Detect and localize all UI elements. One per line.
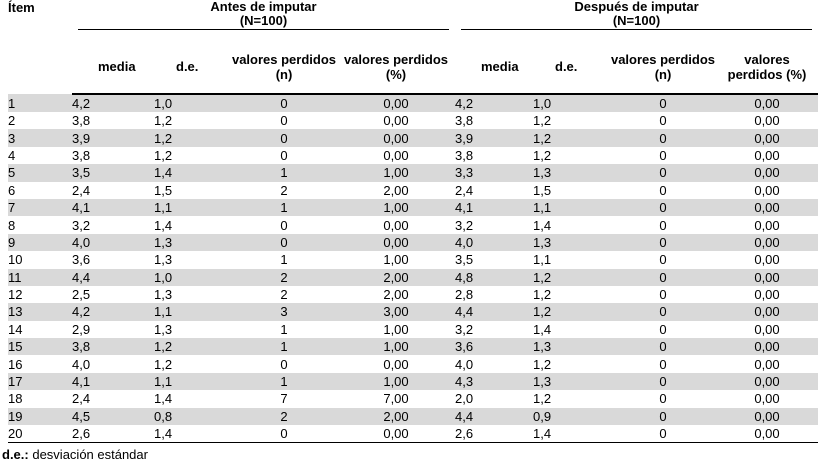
item-number-cell: 17	[8, 373, 72, 390]
sd-before-cell: 1,4	[154, 390, 231, 407]
mean-before-cell: 4,0	[72, 234, 154, 251]
mean-before-cell: 4,2	[72, 303, 154, 320]
missing-n-after-cell: 0	[610, 355, 716, 372]
mean-before-cell: 3,8	[72, 147, 154, 164]
missing-pct-before-cell: 1,00	[337, 373, 455, 390]
sd-before-cell: 1,0	[154, 94, 231, 112]
footnote-text: desviación estándar	[28, 447, 148, 462]
missing-n-after-cell: 0	[610, 303, 716, 320]
sd-before-cell: 1,1	[154, 199, 231, 216]
table-row	[8, 269, 818, 286]
missing-pct-before-cell: 1,00	[337, 321, 455, 338]
missing-n-after-cell: 0	[610, 408, 716, 425]
table-row	[8, 355, 818, 372]
mean-after-cell: 3,8	[455, 147, 533, 164]
mean-after-cell: 4,2	[455, 94, 533, 112]
mean-after-cell: 4,0	[455, 355, 533, 372]
missing-n-after-cell: 0	[610, 321, 716, 338]
sd-before-cell: 1,5	[154, 182, 231, 199]
sd-before-cell: 1,2	[154, 129, 231, 146]
missing-n-after-cell: 0	[610, 216, 716, 233]
mean-before-cell: 3,5	[72, 164, 154, 181]
missing-pct-before-cell: 0,00	[337, 112, 455, 129]
missing-n-before-cell: 1	[231, 373, 337, 390]
mean-after-cell: 3,8	[455, 112, 533, 129]
table-row	[8, 129, 818, 146]
after-imputation-header	[455, 0, 818, 40]
missing-n-after-cell: 0	[610, 164, 716, 181]
missing-pct-after-cell: 0,00	[716, 390, 818, 407]
mean-before-cell: 3,8	[72, 338, 154, 355]
item-number-cell: 8	[8, 216, 72, 233]
item-number-cell: 14	[8, 321, 72, 338]
sd-after-cell: 1,3	[533, 234, 610, 251]
missing-pct-after-cell: 0,00	[716, 182, 818, 199]
missing-pct-before-cell: 2,00	[337, 408, 455, 425]
missing-n-before-cell: 0	[231, 234, 337, 251]
table-row	[8, 408, 818, 425]
mean-after-cell: 2,4	[455, 182, 533, 199]
item-number-cell: 20	[8, 425, 72, 443]
missing-n-before-cell: 1	[231, 251, 337, 268]
sd-after-cell: 1,4	[533, 321, 610, 338]
missing-pct-before-cell: 3,00	[337, 303, 455, 320]
after-imputation-n: (N=100)	[612, 13, 661, 28]
missing-pct-after-cell: 0,00	[716, 373, 818, 390]
mean-after-cell: 4,3	[455, 373, 533, 390]
mean-before-cell: 4,0	[72, 355, 154, 372]
missing-pct-after-cell: 0,00	[716, 303, 818, 320]
mean-before-cell: 2,5	[72, 286, 154, 303]
sd-after-cell: 1,2	[533, 355, 610, 372]
missing-n-before-cell: 0	[231, 147, 337, 164]
table-row	[8, 234, 818, 251]
missing-pct-before-cell: 1,00	[337, 251, 455, 268]
missing-pct-after-cell: 0,00	[716, 321, 818, 338]
missing-n-before-cell: 2	[231, 182, 337, 199]
missing-pct-before-cell: 0,00	[337, 129, 455, 146]
sd-before-cell: 1,1	[154, 373, 231, 390]
table-row	[8, 303, 818, 320]
missing-n-after-cell: 0	[610, 147, 716, 164]
missing-pct-after-cell: 0,00	[716, 269, 818, 286]
item-number-cell: 18	[8, 390, 72, 407]
mean-after-cell: 3,6	[455, 338, 533, 355]
sd-before-cell: 1,0	[154, 269, 231, 286]
missing-pct-before-cell: 0,00	[337, 216, 455, 233]
mean-after-cell: 3,2	[455, 321, 533, 338]
before-imputation-n: (N=100)	[239, 13, 288, 28]
missing-pct-after-cell: 0,00	[716, 164, 818, 181]
missing-n-before-cell: 0	[231, 425, 337, 443]
missing-n-before-cell: 0	[231, 112, 337, 129]
mean-before-cell: 4,4	[72, 269, 154, 286]
missing-pct-after-cell: 0,00	[716, 286, 818, 303]
item-column-header: Ítem	[8, 0, 35, 15]
mean-before-cell: 3,6	[72, 251, 154, 268]
missing-pct-after-cell: 0,00	[716, 234, 818, 251]
table-row	[8, 94, 818, 112]
sd-after-cell: 1,2	[533, 303, 610, 320]
mean-after-cell: 3,9	[455, 129, 533, 146]
missing-pct-before-cell: 2,00	[337, 269, 455, 286]
missing-pct-after-cell: 0,00	[716, 94, 818, 112]
sd-after-cell: 1,1	[533, 199, 610, 216]
table-row	[8, 251, 818, 268]
missing-pct-after-cell: 0,00	[716, 251, 818, 268]
sd-after-cell: 1,4	[533, 216, 610, 233]
sd-before-cell: 1,1	[154, 303, 231, 320]
before-imputation-title: Antes de imputar	[210, 0, 317, 14]
sd-after-cell: 1,2	[533, 147, 610, 164]
sd-after-cell: 1,2	[533, 390, 610, 407]
missing-pct-after-cell: 0,00	[716, 338, 818, 355]
item-number-cell: 1	[8, 94, 72, 112]
missing-n-after-cell: 0	[610, 234, 716, 251]
missing-n-before-cell: 0	[231, 355, 337, 372]
item-number-cell: 19	[8, 408, 72, 425]
sd-after-cell: 1,5	[533, 182, 610, 199]
sd-after-cell: 1,2	[533, 112, 610, 129]
col-missing-pct-after: valores perdidos (%)	[716, 40, 818, 94]
mean-before-cell: 4,2	[72, 94, 154, 112]
missing-pct-after-cell: 0,00	[716, 112, 818, 129]
missing-n-after-cell: 0	[610, 390, 716, 407]
missing-n-before-cell: 0	[231, 129, 337, 146]
sd-before-cell: 1,4	[154, 216, 231, 233]
col-de-after: d.e.	[533, 40, 610, 94]
missing-n-before-cell: 2	[231, 286, 337, 303]
item-number-cell: 9	[8, 234, 72, 251]
table-row	[8, 425, 818, 443]
mean-after-cell: 4,4	[455, 303, 533, 320]
table-row	[8, 321, 818, 338]
missing-pct-before-cell: 0,00	[337, 425, 455, 443]
sd-before-cell: 1,3	[154, 321, 231, 338]
sd-before-cell: 1,2	[154, 147, 231, 164]
footnote	[2, 447, 148, 462]
after-imputation-title: Después de imputar	[574, 0, 699, 14]
mean-before-cell: 3,9	[72, 129, 154, 146]
sd-after-cell: 0,9	[533, 408, 610, 425]
mean-after-cell: 4,4	[455, 408, 533, 425]
table-row	[8, 286, 818, 303]
table-row	[8, 164, 818, 181]
missing-pct-after-cell: 0,00	[716, 408, 818, 425]
missing-pct-after-cell: 0,00	[716, 216, 818, 233]
mean-after-cell: 4,0	[455, 234, 533, 251]
missing-pct-after-cell: 0,00	[716, 355, 818, 372]
item-number-cell: 5	[8, 164, 72, 181]
mean-after-cell: 4,8	[455, 269, 533, 286]
table-row	[8, 373, 818, 390]
missing-n-before-cell: 0	[231, 216, 337, 233]
sd-after-cell: 1,2	[533, 269, 610, 286]
before-imputation-header	[72, 0, 455, 40]
sd-after-cell: 1,3	[533, 164, 610, 181]
sd-after-cell: 1,1	[533, 251, 610, 268]
mean-before-cell: 4,5	[72, 408, 154, 425]
sd-after-cell: 1,0	[533, 94, 610, 112]
missing-pct-before-cell: 1,00	[337, 199, 455, 216]
item-number-cell: 10	[8, 251, 72, 268]
missing-pct-before-cell: 0,00	[337, 94, 455, 112]
sd-after-cell: 1,4	[533, 425, 610, 443]
item-number-cell: 2	[8, 112, 72, 129]
sd-after-cell: 1,3	[533, 338, 610, 355]
col-missing-pct-before: valores perdidos (%)	[337, 40, 455, 94]
sd-after-cell: 1,2	[533, 129, 610, 146]
missing-n-before-cell: 0	[231, 94, 337, 112]
mean-after-cell: 2,6	[455, 425, 533, 443]
sd-before-cell: 1,2	[154, 355, 231, 372]
sd-before-cell: 1,3	[154, 234, 231, 251]
missing-pct-before-cell: 0,00	[337, 147, 455, 164]
mean-before-cell: 2,9	[72, 321, 154, 338]
mean-after-cell: 2,8	[455, 286, 533, 303]
table-row	[8, 147, 818, 164]
mean-before-cell: 3,8	[72, 112, 154, 129]
missing-pct-after-cell: 0,00	[716, 199, 818, 216]
table-row	[8, 216, 818, 233]
missing-n-after-cell: 0	[610, 129, 716, 146]
col-de-before: d.e.	[154, 40, 231, 94]
sd-after-cell: 1,3	[533, 373, 610, 390]
missing-n-after-cell: 0	[610, 286, 716, 303]
table-row	[8, 338, 818, 355]
mean-after-cell: 3,5	[455, 251, 533, 268]
table-row	[8, 112, 818, 129]
footnote-abbreviation: d.e.:	[2, 447, 29, 462]
missing-n-before-cell: 7	[231, 390, 337, 407]
missing-pct-after-cell: 0,00	[716, 425, 818, 443]
imputation-table	[8, 0, 818, 443]
sd-before-cell: 1,2	[154, 112, 231, 129]
sd-before-cell: 0,8	[154, 408, 231, 425]
missing-n-after-cell: 0	[610, 373, 716, 390]
missing-n-after-cell: 0	[610, 338, 716, 355]
col-media-after: media	[455, 40, 533, 94]
missing-n-after-cell: 0	[610, 425, 716, 443]
missing-pct-after-cell: 0,00	[716, 129, 818, 146]
mean-before-cell: 3,2	[72, 216, 154, 233]
missing-n-after-cell: 0	[610, 251, 716, 268]
missing-n-before-cell: 1	[231, 164, 337, 181]
missing-n-before-cell: 1	[231, 199, 337, 216]
sd-before-cell: 1,2	[154, 338, 231, 355]
mean-after-cell: 3,2	[455, 216, 533, 233]
missing-n-after-cell: 0	[610, 112, 716, 129]
table-row	[8, 182, 818, 199]
missing-pct-before-cell: 2,00	[337, 286, 455, 303]
missing-n-after-cell: 0	[610, 94, 716, 112]
col-missing-n-after: valores perdidos (n)	[610, 40, 716, 94]
sd-before-cell: 1,3	[154, 251, 231, 268]
missing-n-after-cell: 0	[610, 182, 716, 199]
mean-before-cell: 4,1	[72, 373, 154, 390]
table-body	[8, 94, 818, 443]
missing-n-before-cell: 1	[231, 338, 337, 355]
missing-pct-before-cell: 1,00	[337, 164, 455, 181]
col-missing-n-before: valores perdidos (n)	[231, 40, 337, 94]
missing-n-before-cell: 1	[231, 321, 337, 338]
missing-pct-before-cell: 2,00	[337, 182, 455, 199]
table-row	[8, 199, 818, 216]
mean-before-cell: 2,4	[72, 390, 154, 407]
missing-n-before-cell: 3	[231, 303, 337, 320]
missing-n-before-cell: 2	[231, 408, 337, 425]
item-number-cell: 11	[8, 269, 72, 286]
mean-after-cell: 2,0	[455, 390, 533, 407]
col-media-before: media	[72, 40, 154, 94]
sd-after-cell: 1,2	[533, 286, 610, 303]
missing-pct-before-cell: 7,00	[337, 390, 455, 407]
missing-pct-before-cell: 1,00	[337, 338, 455, 355]
mean-before-cell: 2,4	[72, 182, 154, 199]
missing-pct-after-cell: 0,00	[716, 147, 818, 164]
missing-pct-before-cell: 0,00	[337, 234, 455, 251]
item-number-cell: 7	[8, 199, 72, 216]
sd-before-cell: 1,3	[154, 286, 231, 303]
item-number-cell: 4	[8, 147, 72, 164]
missing-n-before-cell: 2	[231, 269, 337, 286]
mean-before-cell: 2,6	[72, 425, 154, 443]
mean-after-cell: 3,3	[455, 164, 533, 181]
item-number-cell: 16	[8, 355, 72, 372]
item-number-cell: 6	[8, 182, 72, 199]
mean-after-cell: 4,1	[455, 199, 533, 216]
sd-before-cell: 1,4	[154, 164, 231, 181]
item-number-cell: 15	[8, 338, 72, 355]
item-number-cell: 3	[8, 129, 72, 146]
table-row	[8, 390, 818, 407]
item-number-cell: 12	[8, 286, 72, 303]
missing-n-after-cell: 0	[610, 199, 716, 216]
missing-pct-before-cell: 0,00	[337, 355, 455, 372]
missing-n-after-cell: 0	[610, 269, 716, 286]
mean-before-cell: 4,1	[72, 199, 154, 216]
item-number-cell: 13	[8, 303, 72, 320]
sd-before-cell: 1,4	[154, 425, 231, 443]
